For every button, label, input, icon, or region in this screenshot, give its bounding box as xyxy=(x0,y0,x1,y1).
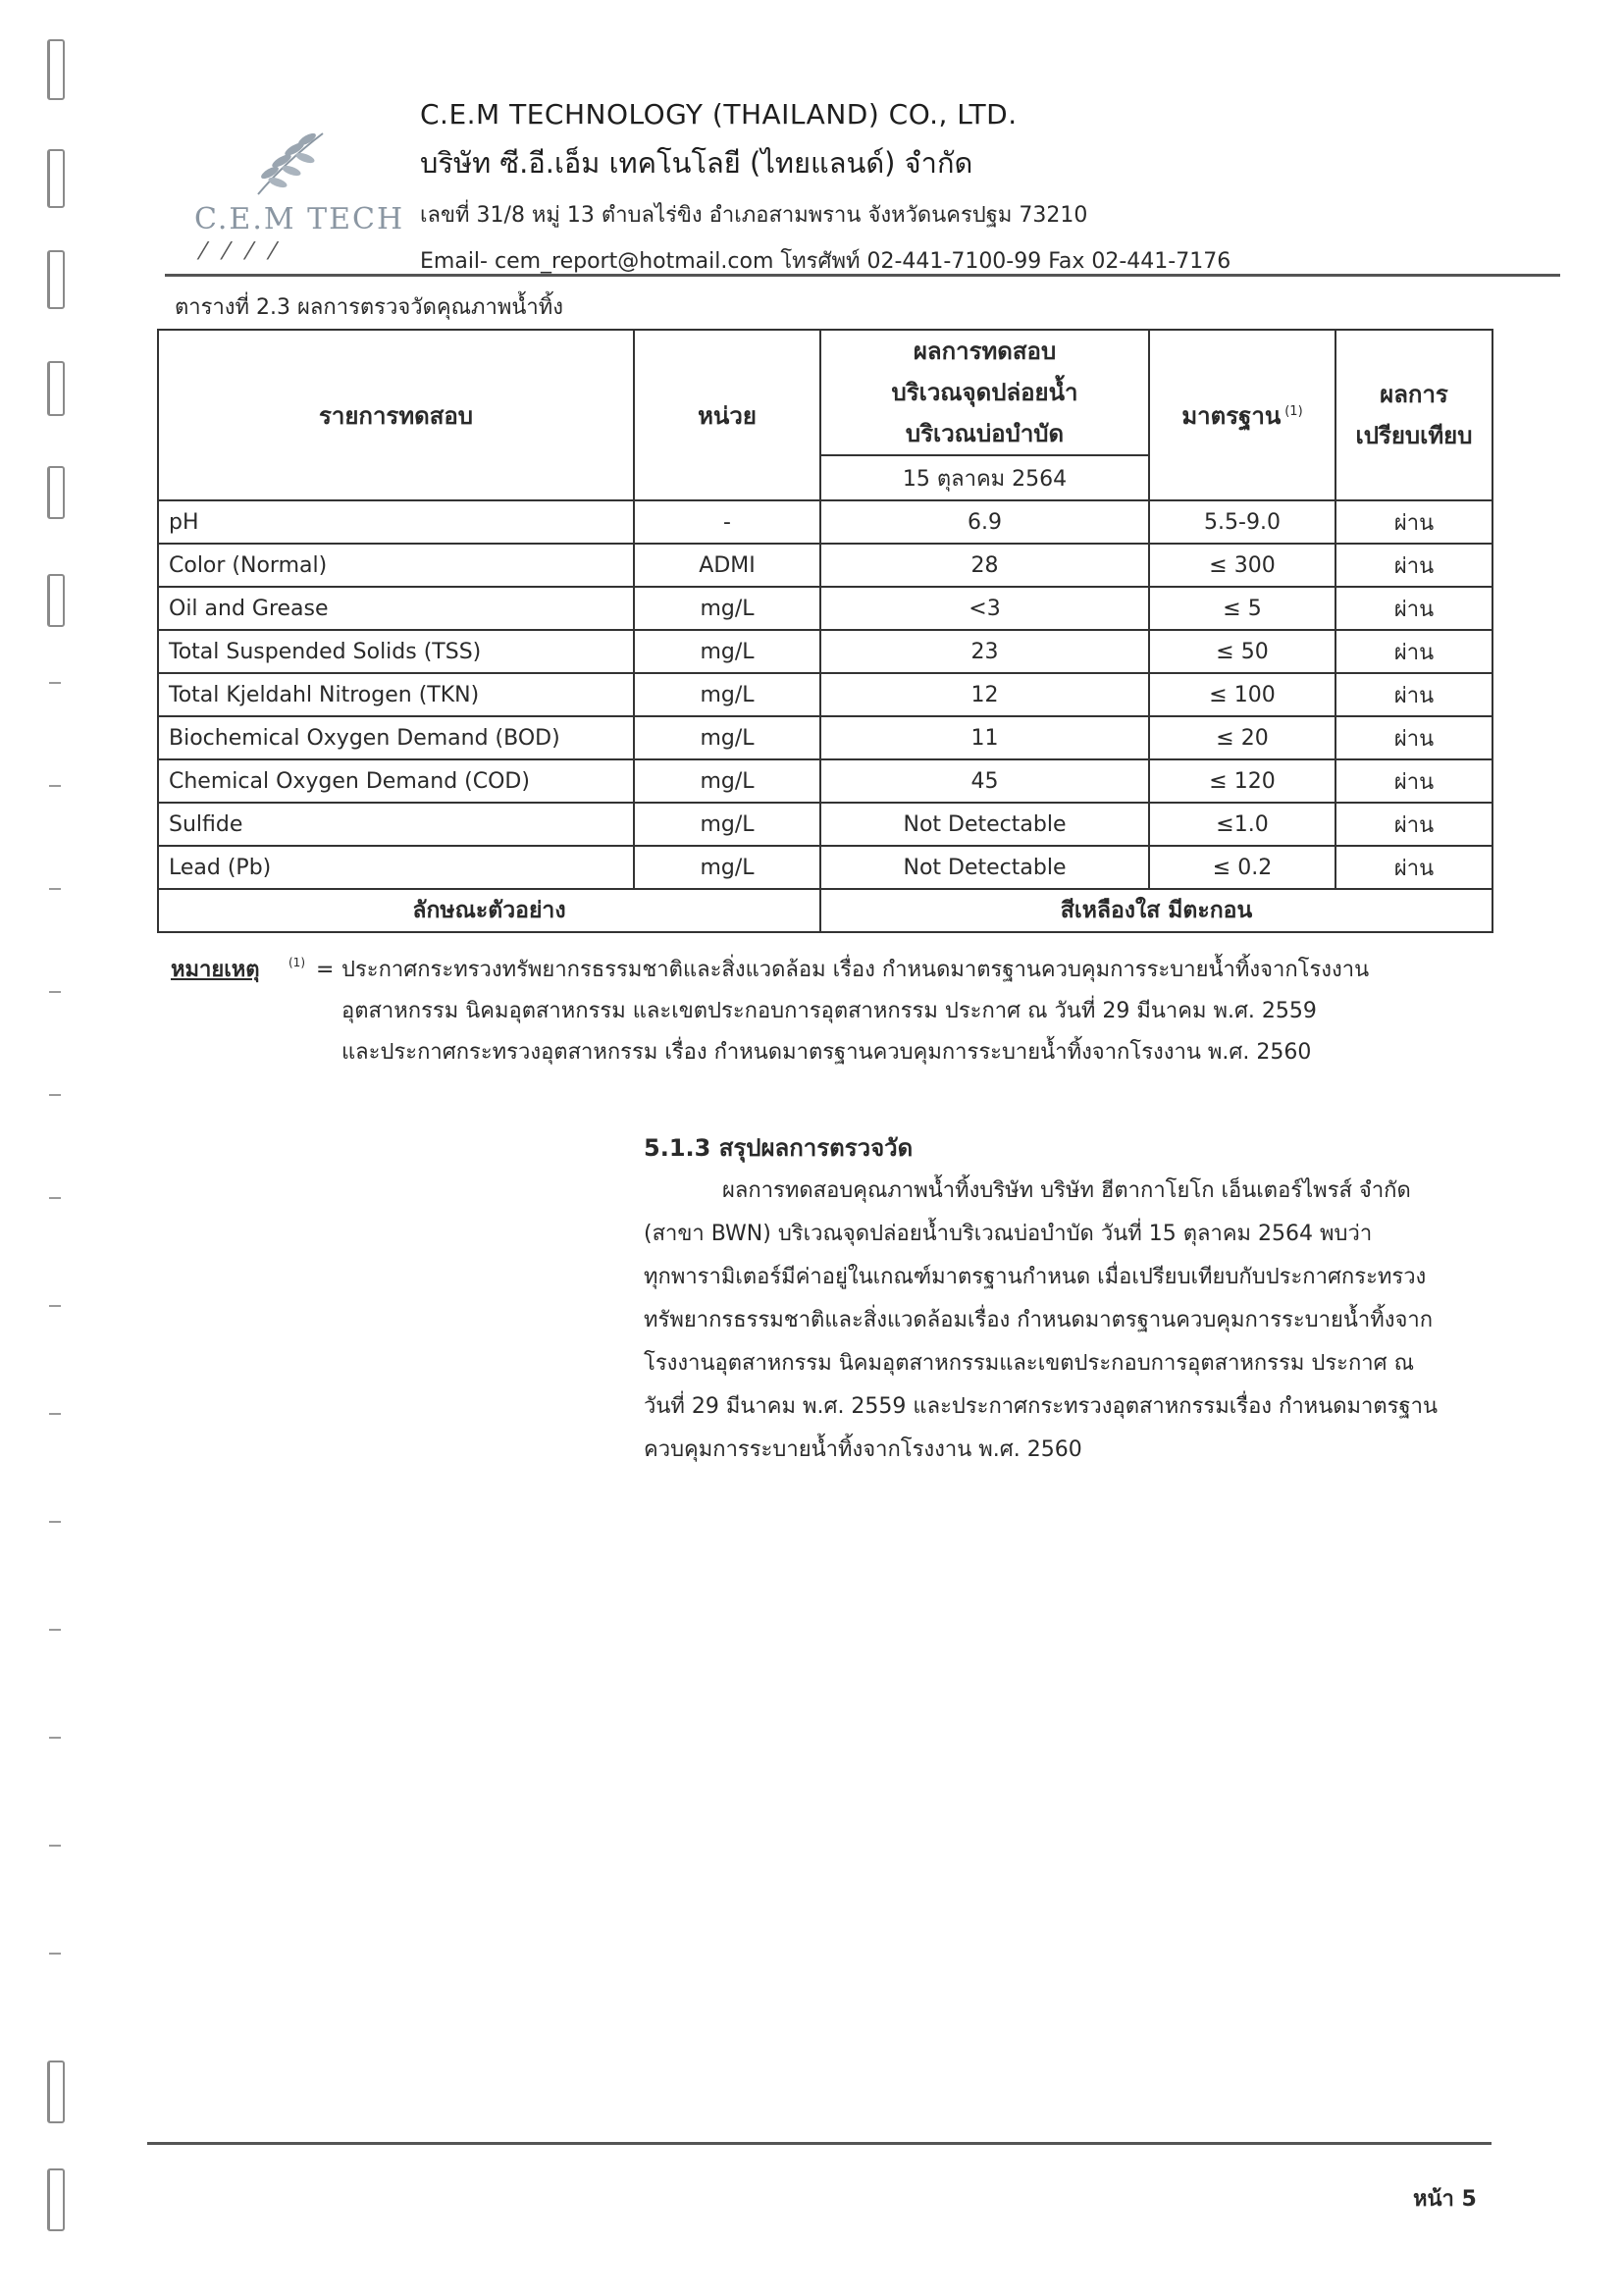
cell-compare: ผ่าน xyxy=(1335,803,1492,846)
table-row xyxy=(158,716,1492,759)
cell-unit: mg/L xyxy=(634,759,820,803)
binding-mark xyxy=(49,1305,61,1307)
leaf-icon xyxy=(250,126,329,199)
binding-mark xyxy=(49,1521,61,1523)
cell-standard: ≤ 100 xyxy=(1149,673,1335,716)
cell-unit: mg/L xyxy=(634,846,820,889)
binding-ring xyxy=(47,574,65,627)
cell-item: Total Suspended Solids (TSS) xyxy=(158,630,634,673)
table-row xyxy=(158,500,1492,544)
header-compare xyxy=(1335,330,1492,500)
cell-compare: ผ่าน xyxy=(1335,587,1492,630)
footnote-marker: (1) xyxy=(1284,403,1303,419)
company-name-en: C.E.M TECHNOLOGY (THAILAND) CO., LTD. xyxy=(420,98,1018,130)
table-row xyxy=(158,630,1492,673)
cell-compare: ผ่าน xyxy=(1335,544,1492,587)
cell-item: Total Kjeldahl Nitrogen (TKN) xyxy=(158,673,634,716)
sample-label: ลักษณะตัวอย่าง xyxy=(158,889,820,932)
cell-result: <3 xyxy=(820,587,1149,630)
notes-label: หมายเหตุ xyxy=(171,958,260,982)
summary-line: (สาขา BWN) บริเวณจุดปล่อยน้ำบริเวณบ่อบำบัด วันที่ 15 ตุลาคม 2564 พบว่า xyxy=(644,1222,1373,1246)
notes-line: และประกาศกระทรวงอุตสาหกรรม เรื่อง กำหนดมาตรฐานควบคุมการระบายน้ำทิ้งจากโรงงาน พ.ศ. 2560 xyxy=(341,1040,1312,1065)
header-standard xyxy=(1149,330,1335,500)
cell-unit: mg/L xyxy=(634,803,820,846)
company-contact: Email- cem_report@hotmail.com โทรศัพท์ 02-441-7100-99 Fax 02-441-7176 xyxy=(420,249,1231,274)
cell-result: 11 xyxy=(820,716,1149,759)
binding-ring xyxy=(47,39,65,100)
cell-standard: ≤ 20 xyxy=(1149,716,1335,759)
cell-standard: ≤ 50 xyxy=(1149,630,1335,673)
header-test-date: 15 ตุลาคม 2564 xyxy=(820,455,1149,500)
notes-equals: = xyxy=(316,958,335,982)
binding-ring xyxy=(47,361,65,416)
table-row xyxy=(158,803,1492,846)
header-test-item: รายการทดสอบ xyxy=(158,330,634,500)
sample-row xyxy=(158,889,1492,932)
summary-line: ทรัพยากรธรรมชาติและสิ่งแวดล้อมเรื่อง กำหนดมาตรฐานควบคุมการระบายน้ำทิ้งจาก xyxy=(644,1308,1434,1332)
company-logo xyxy=(191,126,405,265)
summary-line: ทุกพารามิเตอร์มีค่าอยู่ในเกณฑ์มาตรฐานกำหนด เมื่อเปรียบเทียบกับประกาศกระทรวง xyxy=(644,1265,1427,1289)
binding-holes xyxy=(41,0,80,2296)
logo-text: C.E.M TECH xyxy=(194,202,405,236)
results-table xyxy=(157,329,1493,933)
notes-line: ประกาศกระทรวงทรัพยากรธรรมชาติและสิ่งแวดล้อม เรื่อง กำหนดมาตรฐานควบคุมการระบายน้ำทิ้งจากโรงงาน xyxy=(341,958,1370,982)
binding-mark xyxy=(49,888,61,890)
cell-item: Oil and Grease xyxy=(158,587,634,630)
cell-result: Not Detectable xyxy=(820,846,1149,889)
cell-standard: 5.5-9.0 xyxy=(1149,500,1335,544)
cell-compare: ผ่าน xyxy=(1335,630,1492,673)
header-result-line: บริเวณบ่อบำบัด xyxy=(905,420,1065,447)
cell-standard: ≤1.0 xyxy=(1149,803,1335,846)
table-row xyxy=(158,544,1492,587)
header-compare-line: เปรียบเทียบ xyxy=(1355,422,1473,449)
cell-result: 28 xyxy=(820,544,1149,587)
summary-line: ผลการทดสอบคุณภาพน้ำทิ้งบริษัท บริษัท ฮีตากาโยโก เอ็นเตอร์ไพรส์ จำกัด xyxy=(722,1178,1411,1203)
cell-compare: ผ่าน xyxy=(1335,673,1492,716)
notes-body xyxy=(341,950,1617,1073)
logo-dashes: ⁄ ⁄ ⁄ ⁄ xyxy=(201,237,281,265)
cell-item: Chemical Oxygen Demand (COD) xyxy=(158,759,634,803)
binding-ring xyxy=(47,2061,65,2123)
notes-marker: (1) xyxy=(288,956,305,969)
binding-ring xyxy=(47,2168,65,2231)
header-unit: หน่วย xyxy=(634,330,820,500)
summary-line: โรงงานอุตสาหกรรม นิคมอุตสาหกรรมและเขตประกอบการอุตสาหกรรม ประกาศ ณ xyxy=(644,1351,1415,1376)
cell-item: Lead (Pb) xyxy=(158,846,634,889)
cell-result: 23 xyxy=(820,630,1149,673)
company-name-th: บริษัท ซี.อี.เอ็ม เทคโนโลยี (ไทยแลนด์) จำกัด xyxy=(420,146,973,180)
cell-unit: mg/L xyxy=(634,587,820,630)
cell-compare: ผ่าน xyxy=(1335,716,1492,759)
cell-item: Biochemical Oxygen Demand (BOD) xyxy=(158,716,634,759)
binding-mark xyxy=(49,682,61,684)
binding-mark xyxy=(49,1413,61,1415)
cell-standard: ≤ 0.2 xyxy=(1149,846,1335,889)
cell-unit: ADMI xyxy=(634,544,820,587)
binding-mark xyxy=(49,1094,61,1096)
letterhead xyxy=(420,98,1230,278)
binding-ring xyxy=(47,466,65,519)
header-result-line: บริเวณจุดปล่อยน้ำ xyxy=(891,379,1078,406)
binding-mark xyxy=(49,785,61,787)
cell-item: pH xyxy=(158,500,634,544)
header-divider xyxy=(165,274,1560,277)
table-row xyxy=(158,846,1492,889)
binding-mark xyxy=(49,1737,61,1739)
summary-heading: 5.1.3 สรุปผลการตรวจวัด xyxy=(644,1134,914,1162)
cell-standard: ≤ 120 xyxy=(1149,759,1335,803)
cell-unit: - xyxy=(634,500,820,544)
cell-result: 12 xyxy=(820,673,1149,716)
cell-compare: ผ่าน xyxy=(1335,500,1492,544)
binding-mark xyxy=(49,1629,61,1631)
binding-ring xyxy=(47,250,65,309)
cell-result: 45 xyxy=(820,759,1149,803)
binding-mark xyxy=(49,1845,61,1847)
header-standard-label: มาตรฐาน xyxy=(1181,401,1282,430)
binding-mark xyxy=(49,1197,61,1199)
cell-compare: ผ่าน xyxy=(1335,846,1492,889)
table-row xyxy=(158,759,1492,803)
table-row xyxy=(158,673,1492,716)
cell-item: Sulfide xyxy=(158,803,634,846)
table-row xyxy=(158,587,1492,630)
header-result xyxy=(820,330,1149,455)
cell-standard: ≤ 5 xyxy=(1149,587,1335,630)
header-result-line: ผลการทดสอบ xyxy=(913,338,1057,365)
cell-item: Color (Normal) xyxy=(158,544,634,587)
cell-result: Not Detectable xyxy=(820,803,1149,846)
cell-result: 6.9 xyxy=(820,500,1149,544)
header-compare-line: ผลการ xyxy=(1380,381,1448,408)
page-number: หน้า 5 xyxy=(1413,2187,1477,2212)
binding-mark xyxy=(49,1953,61,1955)
summary-section xyxy=(644,1126,1478,1472)
cell-unit: mg/L xyxy=(634,716,820,759)
notes-line: อุตสาหกรรม นิคมอุตสาหกรรม และเขตประกอบการอุตสาหกรรม ประกาศ ณ วันที่ 29 มีนาคม พ.ศ. 2559 xyxy=(341,999,1317,1023)
company-address: เลขที่ 31/8 หมู่ 13 ตำบลไร่ขิง อำเภอสามพราน จังหวัดนครปฐม 73210 xyxy=(420,203,1088,228)
footer-divider xyxy=(147,2142,1492,2145)
summary-line: วันที่ 29 มีนาคม พ.ศ. 2559 และประกาศกระทรวงอุตสาหกรรมเรื่อง กำหนดมาตรฐาน xyxy=(644,1394,1439,1419)
cell-unit: mg/L xyxy=(634,673,820,716)
cell-unit: mg/L xyxy=(634,630,820,673)
binding-mark xyxy=(49,991,61,993)
table-caption: ตารางที่ 2.3 ผลการตรวจวัดคุณภาพน้ำทิ้ง xyxy=(175,295,563,320)
sample-value: สีเหลืองใส มีตะกอน xyxy=(820,889,1492,932)
cell-compare: ผ่าน xyxy=(1335,759,1492,803)
binding-ring xyxy=(47,149,65,208)
summary-line: ควบคุมการระบายน้ำทิ้งจากโรงงาน พ.ศ. 2560 xyxy=(644,1437,1082,1462)
cell-standard: ≤ 300 xyxy=(1149,544,1335,587)
